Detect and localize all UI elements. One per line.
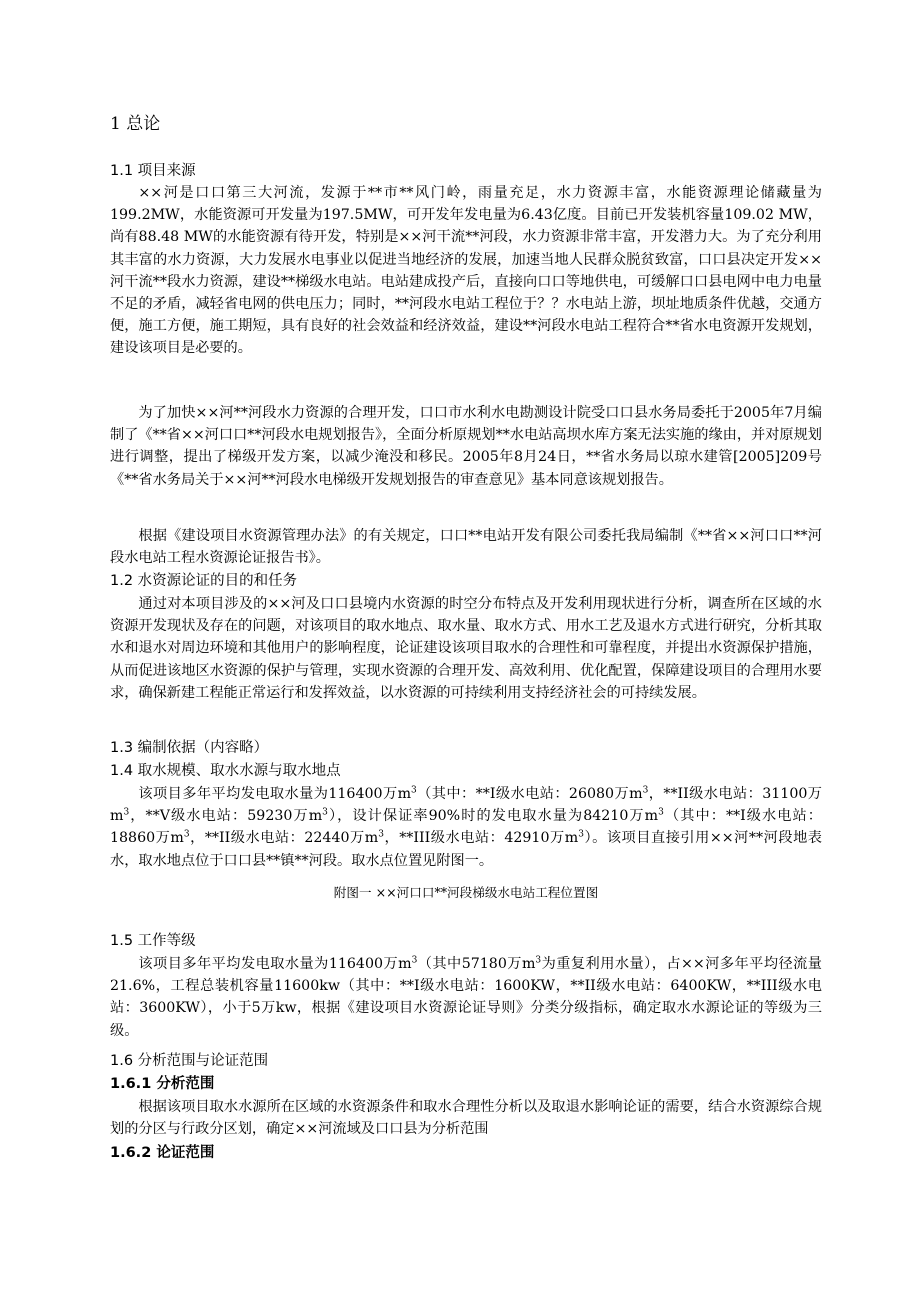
paragraph-1-1-3: 根据《建设项目水资源管理办法》的有关规定，口口**电站开发有限公司委托我局编制《**省××河口口**河段水电站工程水资源论证报告书》。	[110, 528, 822, 567]
paragraph-1-4-1: 该项目多年平均发电取水量为116400万$m^3$（其中：**I级水电站：26080万$m^3$，**II级水电站：31100万$m^3$，**V级水电站：59230万$m^3$），设计保证率90%时的发电取水量为84210万$m^3$（其中：**I级水电站：18860万$m^3$，**II级水电站：22440万$m^3$，**III级水电站：42910万$m^3$）。该项目直接引用××河**河段地表水，取水地点位于口口县**镇**河段。取水点位置见附图一。	[110, 785, 822, 869]
section-heading-1-4: 1.4 取水规模、取水水源与取水地点	[110, 763, 341, 779]
section-heading-1-2: 1.2 水资源论证的目的和任务	[110, 573, 298, 589]
section-heading-1-3: 1.3 编制依据（内容略）	[110, 740, 269, 756]
figure-caption: 附图一 ××河口口**河段梯级水电站工程位置图	[333, 885, 599, 900]
paragraph-1-2-1: 通过对本项目涉及的××河及口口县境内水资源的时空分布特点及开发利用现状进行分析，调查所在区域的水资源开发现状及存在的问题，对该项目的取水地点、取水量、取水方式、用水工艺及退水方式进行研究，分析其取水和退水对周边环境和其他用户的影响程度，论证建设该项目取水的合理性和可靠程度，并提出水资源保护措施，从而促进该地区水资源的保护与管理，实现水资源的合理开发、高效利用、优化配置，保障建设项目的合理用水要求，确保新建工程能正常运行和发挥效益，以水资源的可持续利用支持经济社会的可持续发展。	[110, 596, 822, 701]
paragraph-1-1-1: ××河是口口第三大河流，发源于**市**风门岭，雨量充足，水力资源丰富，水能资源理论储藏量为199.2MW，水能资源可开发量为197.5MW，可开发年发电量为6.43亿度。目前已开发装机容量109.02 MW，尚有88.48 MW的水能资源有待开发，特别是××河干流**河段，水力资源非常丰富，开发潜力大。为了充分利用其丰富的水力资源，大力发展水电事业以促进当地经济的发展，加速当地人民群众脱贫致富，口口县决定开发××河干流**段水力资源，建设**梯级水电站。电站建成投产后，直接向口口等地供电，可缓解口口县电网中电力电量不足的矛盾，减轻省电网的供电压力；同时，**河段水电站工程位于？？水电站上游，坝址地质条件优越，交通方便，施工方便，施工期短，具有良好的社会效益和经济效益，建设**河段水电站工程符合**省水电资源开发规划，建设该项目是必要的。	[110, 185, 822, 357]
paragraph-1-6-1: 根据该项目取水水源所在区域的水资源条件和取水合理性分析以及取退水影响论证的需要，结合水资源综合规划的分区与行政分区划，确定××河流域及口口县为分析范围	[110, 1099, 822, 1138]
section-heading-1-6-1: 1.6.1 分析范围	[110, 1076, 215, 1092]
paragraph-1-1-2: 为了加快××河**河段水力资源的合理开发，口口市水利水电勘测设计院受口口县水务局委托于2005年7月编制了《**省××河口口**河段水电规划报告》，全面分析原规划**水电站高坝水库方案无法实施的缘由，并对原规划进行调整，提出了梯级开发方案，以减少淹没和移民。2005年8月24日，**省水务局以琼水建管[2005]209号《**省水务局关于××河**河段水电梯级开发规划报告的审查意见》基本同意该规划报告。	[110, 405, 822, 488]
chapter-title: 1 总论	[110, 114, 161, 134]
paragraph-1-5-1: 该项目多年平均发电取水量为116400万$m^3$（其中57180万$m^3$为重复利用水量），占××河多年平均径流量21.6%，工程总装机容量11600kw（其中：**I级水电站：1600KW，**II级水电站：6400KW，**III级水电站：3600KW），小于5万kw，根据《建设项目水资源论证导则》分类分级指标，确定取水水源论证的等级为三级。	[110, 955, 822, 1039]
section-heading-1-6: 1.6 分析范围与论证范围	[110, 1053, 269, 1069]
section-heading-1-1: 1.1 项目来源	[110, 163, 196, 179]
section-heading-1-5: 1.5 工作等级	[110, 933, 196, 949]
section-heading-1-6-2: 1.6.2 论证范围	[110, 1145, 215, 1161]
